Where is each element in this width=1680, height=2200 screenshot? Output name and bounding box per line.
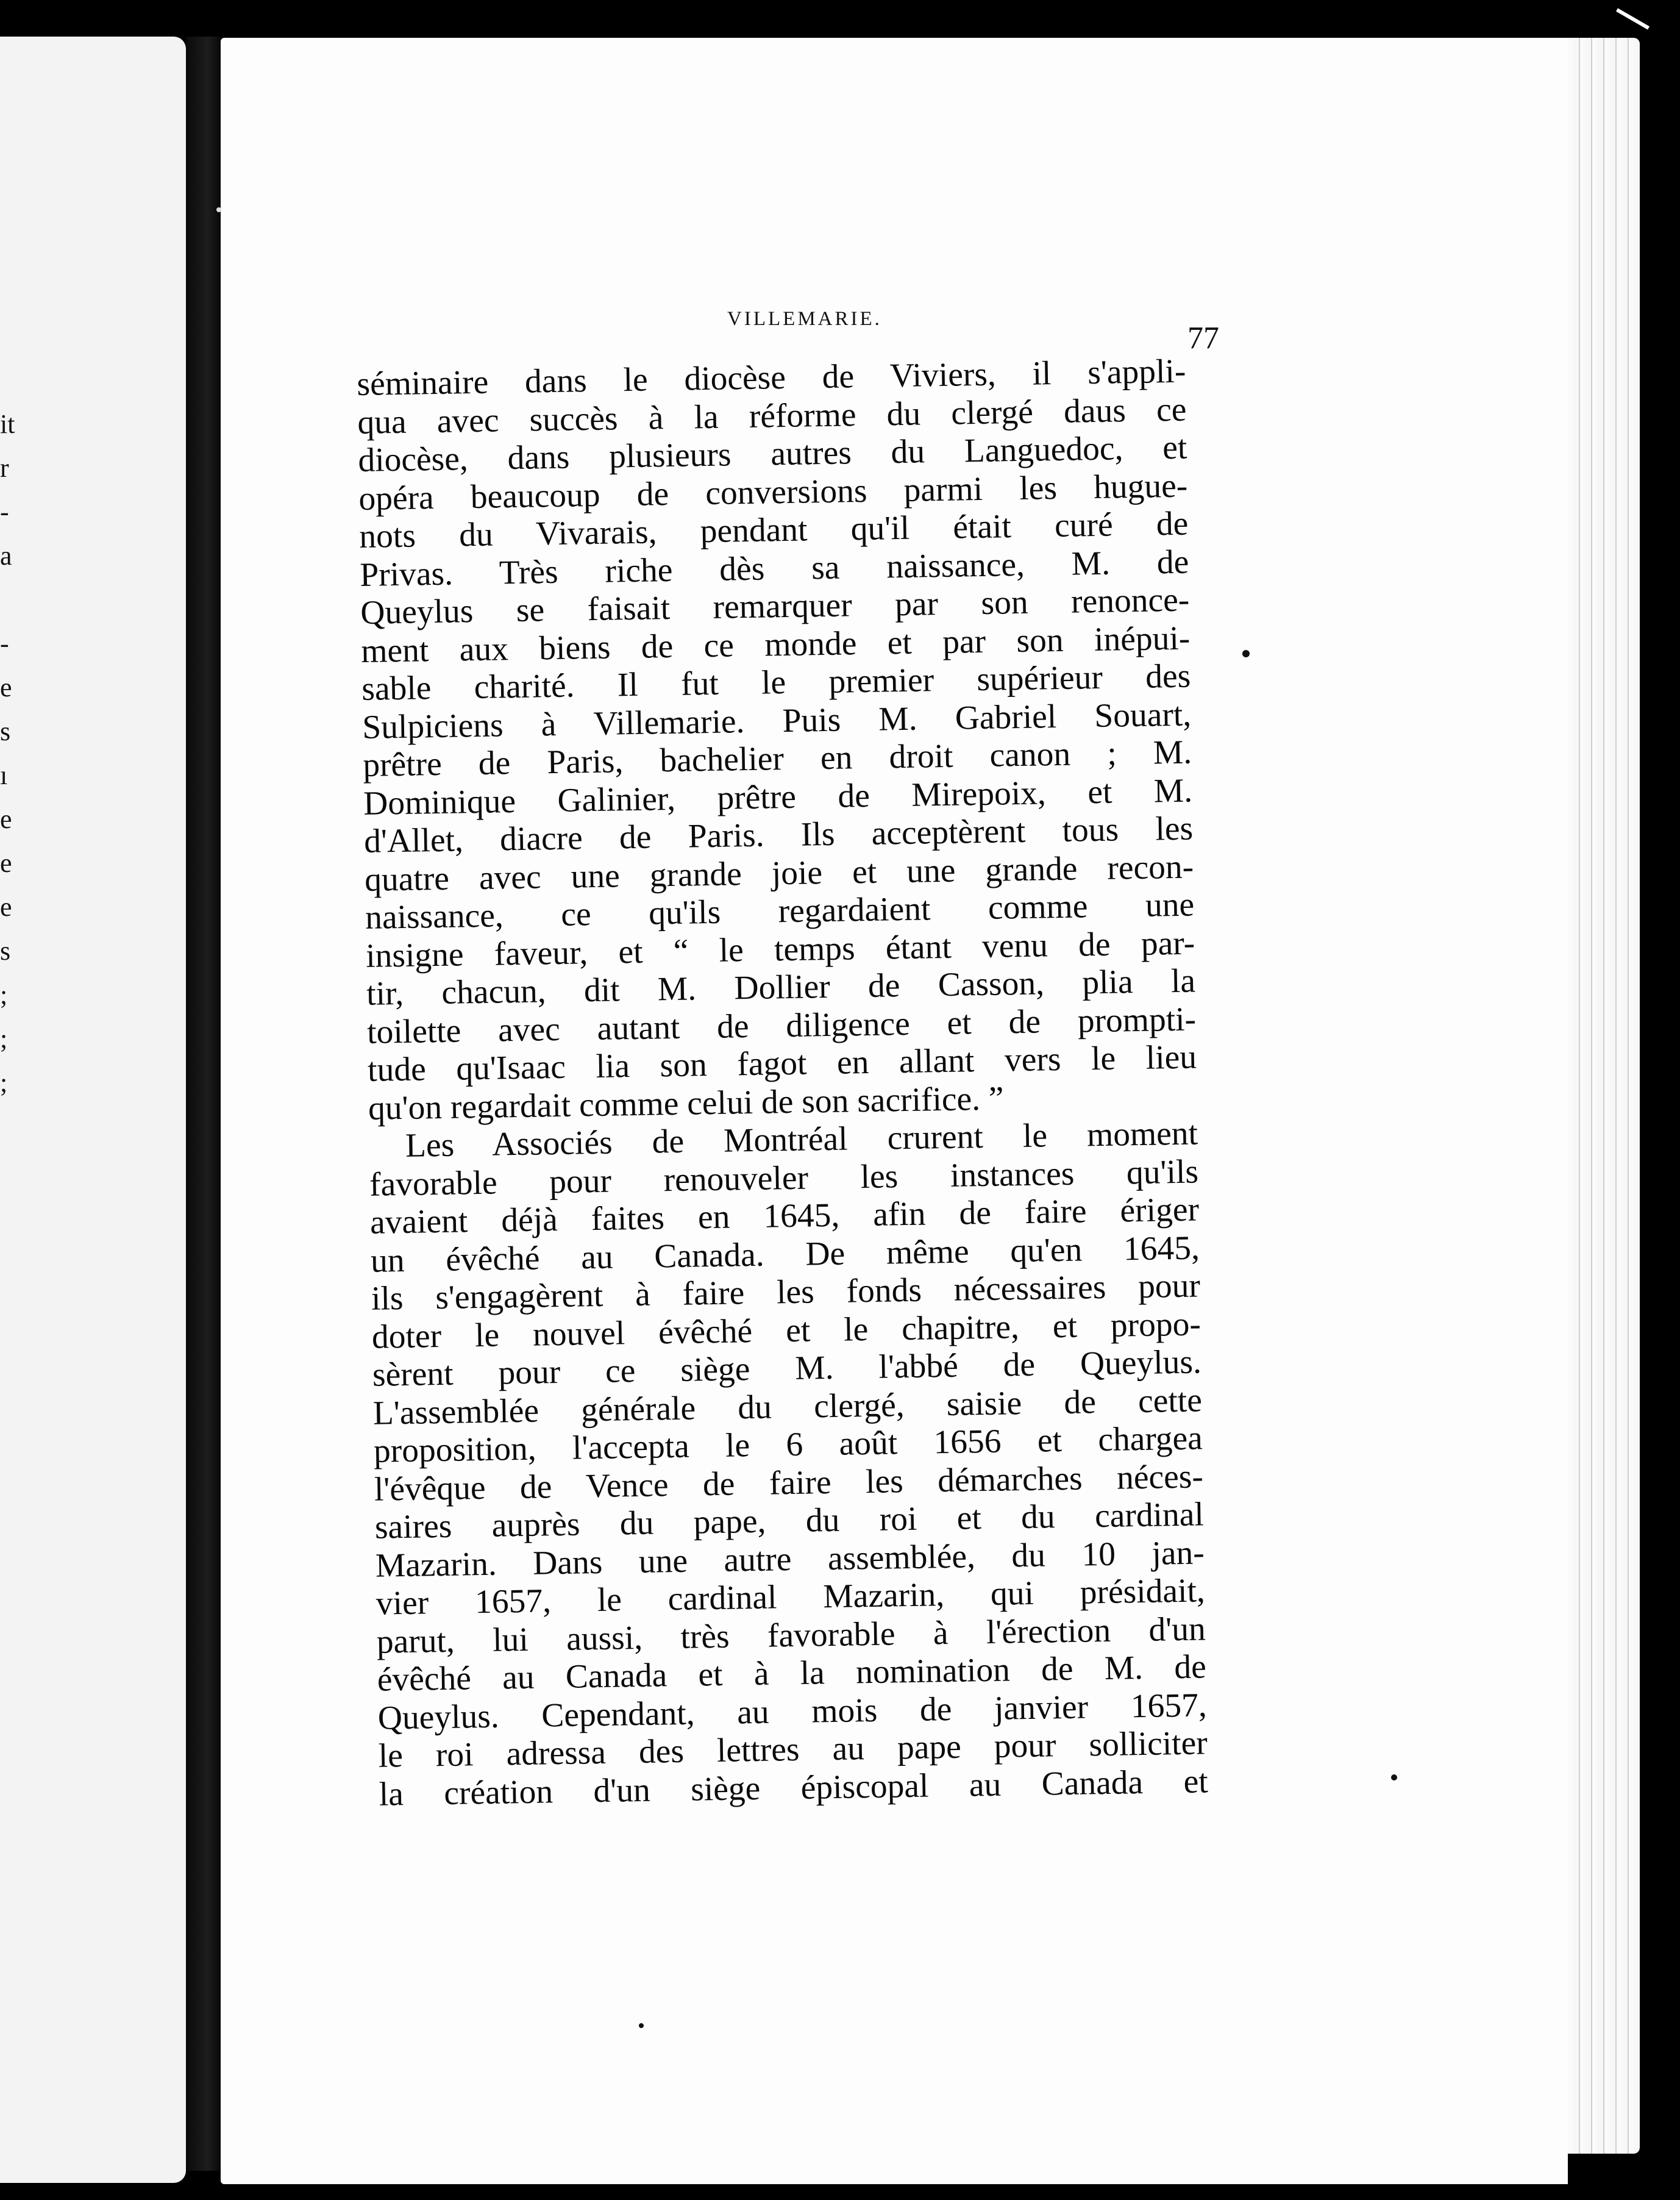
- text-line: qua avec succès à la réforme du clergé daus ce: [357, 391, 1187, 441]
- text-line: Sulpiciens à Villemarie. Puis M. Gabriel Souart,: [361, 696, 1192, 746]
- text-line: Mazarin. Dans une autre assemblée, du 10 jan-: [375, 1534, 1205, 1585]
- page-number: 77: [1187, 321, 1219, 355]
- text-line: Privas. Très riche dès sa naissance, M. de: [359, 543, 1189, 594]
- text-line: opéra beaucoup de conversions parmi les hugue-: [358, 467, 1188, 518]
- text-line: parut, lui aussi, très favorable à l'érection d'un: [376, 1610, 1206, 1661]
- text-line: naissance, ce qu'ils regardaient comme une: [365, 886, 1195, 937]
- text-line: prêtre de Paris, bachelier en droit canon ; M.: [362, 734, 1192, 784]
- text-line: saires auprès du pape, du roi et du cardinal: [374, 1496, 1205, 1546]
- text-line: qu'on regardait comme celui de son sacrifice. ”: [368, 1079, 1004, 1127]
- scan-speck: [1242, 650, 1250, 657]
- running-head: VILLEMARIE.: [727, 308, 882, 330]
- book-gutter: [186, 37, 222, 2171]
- text-line: tude qu'Isaac lia son fagot en allant vers le lieu: [367, 1038, 1197, 1089]
- scan-corner-mark: [1616, 0, 1659, 30]
- text-line: Queylus se faisait remarquer par son renonce-: [360, 581, 1190, 632]
- body-text: [357, 353, 1208, 1814]
- text-line: sèrent pour ce siège M. l'abbé de Queylus.: [372, 1343, 1202, 1394]
- text-line: doter le nouvel évêché et le chapitre, et propo-: [371, 1305, 1201, 1356]
- text-line: quatre avec une grande joie et une grande recon-: [364, 848, 1194, 899]
- text-line: nots du Vivarais, pendant qu'il était curé de: [358, 505, 1189, 555]
- text-line: ils s'engagèrent à faire les fonds nécessaires pour: [371, 1267, 1201, 1318]
- text-line: tir, chacun, dit M. Dollier de Casson, plia la: [366, 962, 1196, 1013]
- text-line: séminaire dans le diocèse de Viviers, il s'appli-: [357, 352, 1186, 403]
- text-line: d'Allet, diacre de Paris. Ils acceptèrent tous les: [363, 810, 1194, 860]
- text-line: toilette avec autant de diligence et de prompti-: [366, 1001, 1197, 1051]
- paragraph-start-line: Les Associés de Montréal crurent le moment: [405, 1115, 1198, 1165]
- text-line: sable charité. Il fut le premier supérieur des: [361, 657, 1191, 708]
- scan-speck: [639, 2023, 644, 2028]
- text-line: proposition, l'accepta le 6 août 1656 et chargea: [373, 1420, 1203, 1470]
- text-line: la création d'un siège épiscopal au Canada et: [379, 1762, 1209, 1813]
- text-line: ment aux biens de ce monde et par son inépui-: [360, 620, 1191, 670]
- text-line: Queylus. Cependant, au mois de janvier 1657,: [377, 1686, 1208, 1737]
- scan-speck: [1391, 1774, 1397, 1780]
- text-line: l'évêque de Vence de faire les démarches néces-: [374, 1457, 1204, 1509]
- text-line: avaient déjà faites en 1645, afin de faire ériger: [369, 1191, 1200, 1241]
- scan-speck: [216, 207, 221, 212]
- facing-page: [0, 37, 186, 2183]
- text-line: un évêché au Canada. De même qu'en 1645,: [370, 1229, 1200, 1280]
- text-line: insigne faveur, et “ le temps étant venu de par-: [365, 924, 1195, 975]
- facing-page-edge-text: it r - a - e s ı e e e s ; ; ;: [0, 409, 15, 1098]
- text-line: favorable pour renouveler les instances qu'ils: [369, 1152, 1199, 1204]
- text-line: le roi adressa des lettres au pape pour solliciter: [378, 1724, 1208, 1775]
- text-line: évêché au Canada et à la nomination de M. de: [377, 1648, 1207, 1699]
- text-line: vier 1657, le cardinal Mazarin, qui présidait,: [376, 1572, 1206, 1623]
- text-line: Dominique Galinier, prêtre de Mirepoix, et M.: [363, 772, 1193, 823]
- text-line: L'assemblée générale du clergé, saisie de cette: [372, 1381, 1203, 1432]
- text-line: diocèse, dans plusieurs autres du Languedoc, et: [357, 429, 1187, 479]
